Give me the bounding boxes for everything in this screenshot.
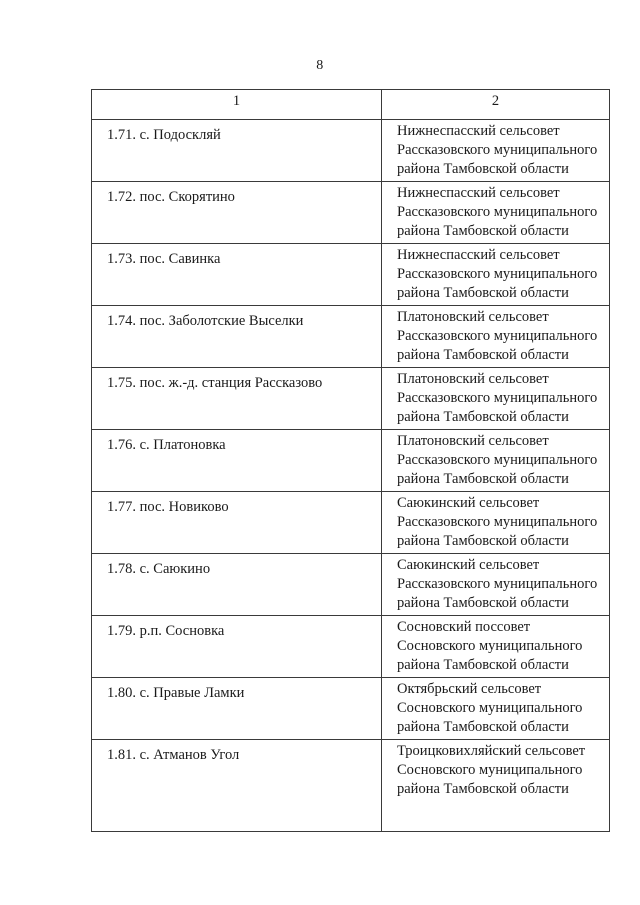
council-line: района Тамбовской области — [397, 657, 569, 673]
settlement-name: 1.78. с. Саюкино — [92, 554, 382, 616]
table-row — [92, 678, 610, 740]
council-line: Сосновский поссовет — [397, 619, 531, 635]
settlement-name: 1.77. пос. Новиково — [92, 492, 382, 554]
council-line: Рассказовского муниципального — [397, 514, 598, 530]
council-line: Рассказовского муниципального — [397, 266, 598, 282]
council-line: Рассказовского муниципального — [397, 328, 598, 344]
table-row — [92, 616, 610, 678]
council-cell — [382, 182, 610, 244]
council-cell — [382, 554, 610, 616]
council-cell — [382, 244, 610, 306]
council-line: Платоновский сельсовет — [397, 433, 549, 449]
council-line: района Тамбовской области — [397, 161, 569, 177]
council-line: Сосновского муниципального — [397, 638, 583, 654]
table-row — [92, 492, 610, 554]
council-line: Рассказовского муниципального — [397, 452, 598, 468]
table-row — [92, 306, 610, 368]
council-line: Рассказовского муниципального — [397, 204, 598, 220]
council-cell — [382, 740, 610, 832]
council-line: района Тамбовской области — [397, 347, 569, 363]
table-row — [92, 182, 610, 244]
council-line: района Тамбовской области — [397, 471, 569, 487]
settlement-name: 1.81. с. Атманов Угол — [92, 740, 382, 832]
council-line: района Тамбовской области — [397, 223, 569, 239]
council-cell — [382, 492, 610, 554]
council-line: Нижнеспасский сельсовет — [397, 247, 560, 263]
council-line: района Тамбовской области — [397, 719, 569, 735]
table-row — [92, 244, 610, 306]
council-line: Рассказовского муниципального — [397, 390, 598, 406]
settlement-name: 1.71. с. Подоскляй — [92, 120, 382, 182]
settlement-name: 1.73. пос. Савинка — [92, 244, 382, 306]
council-line: района Тамбовской области — [397, 781, 569, 797]
council-line: Саюкинский сельсовет — [397, 557, 540, 573]
council-line: Платоновский сельсовет — [397, 309, 549, 325]
council-cell — [382, 306, 610, 368]
settlement-name: 1.79. р.п. Сосновка — [92, 616, 382, 678]
council-cell — [382, 368, 610, 430]
table-row — [92, 554, 610, 616]
table-row — [92, 120, 610, 182]
council-cell — [382, 120, 610, 182]
council-line: района Тамбовской области — [397, 285, 569, 301]
table-header-row — [92, 90, 610, 120]
settlement-name: 1.76. с. Платоновка — [92, 430, 382, 492]
table-row — [92, 430, 610, 492]
council-line: Троицковихляйский сельсовет — [397, 743, 586, 759]
settlement-name: 1.72. пос. Скорятино — [92, 182, 382, 244]
council-cell — [382, 678, 610, 740]
settlement-name: 1.75. пос. ж.-д. станция Рассказово — [92, 368, 382, 430]
council-line: Рассказовского муниципального — [397, 576, 598, 592]
table-row — [92, 368, 610, 430]
council-line: Рассказовского муниципального — [397, 142, 598, 158]
council-line: Нижнеспасский сельсовет — [397, 123, 560, 139]
council-line: Платоновский сельсовет — [397, 371, 549, 387]
council-line: Нижнеспасский сельсовет — [397, 185, 560, 201]
settlement-name: 1.80. с. Правые Ламки — [92, 678, 382, 740]
council-line: Сосновского муниципального — [397, 762, 583, 778]
column-header-2: 2 — [382, 90, 610, 120]
council-line: района Тамбовской области — [397, 409, 569, 425]
column-header-1: 1 — [92, 90, 382, 120]
council-cell — [382, 616, 610, 678]
council-line: Саюкинский сельсовет — [397, 495, 540, 511]
council-line: Сосновского муниципального — [397, 700, 583, 716]
settlement-name: 1.74. пос. Заболотские Выселки — [92, 306, 382, 368]
council-line: Октябрьский сельсовет — [397, 681, 542, 697]
table-row — [92, 740, 610, 832]
council-line: района Тамбовской области — [397, 533, 569, 549]
page-number: 8 — [316, 58, 324, 73]
council-cell — [382, 430, 610, 492]
council-line: района Тамбовской области — [397, 595, 569, 611]
settlements-table — [91, 89, 610, 832]
